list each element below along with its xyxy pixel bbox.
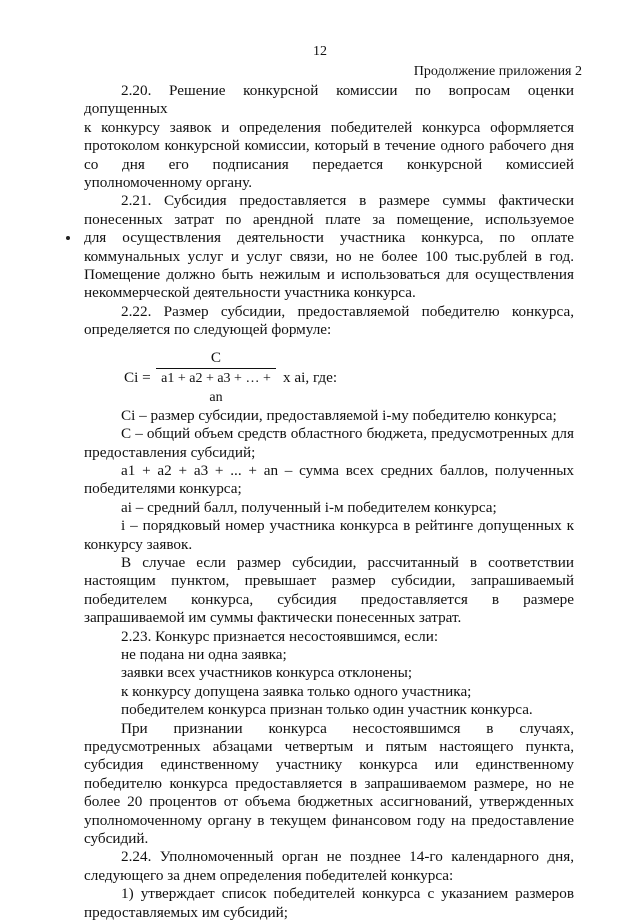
- definition-ai: ai – средний балл, полученный i-м победителем конкурса;: [121, 498, 497, 516]
- s222-line: 2.22. Размер субсидии, предоставляемой победителю конкурса,: [121, 302, 574, 320]
- margin-mark: [66, 236, 70, 240]
- s220-line: протоколом конкурсной комиссии, который в течение одного рабочего дня: [84, 137, 574, 155]
- s221-line: коммунальных услуг и услуг связи, но не более 100 тыс.рублей в год.: [84, 247, 574, 265]
- s223-item: не подана ни одна заявка;: [121, 645, 287, 663]
- s223-item: заявки всех участников конкурса отклонены;: [121, 664, 413, 682]
- definition-sum: a1 + a2 + a3 + ... + an – сумма всех средних баллов, полученных победителями конкурса;: [84, 461, 574, 498]
- formula-fraction: [156, 349, 276, 407]
- s221-line: для осуществления деятельности участника конкурса, по оплате: [84, 229, 574, 247]
- s223-intro: 2.23. Конкурс признается несостоявшимся, если:: [121, 627, 439, 645]
- s220-line: к конкурсу заявок и определения победителей конкурса оформляется: [84, 118, 574, 136]
- document-body: [84, 82, 574, 922]
- s221-line: Помещение должно быть нежилым и использоваться для осуществления: [84, 266, 574, 284]
- s223-after: При признании конкурса несостоявшимся в случаях, предусмотренных абзацами четвертым и пятым настоящего пункта, субсидия единственному участнику конкурса или единственному победителю конкурса предоставляется в запрашиваемом размере, но не более 20 процентов от объема бюджетных ассигнований, утвержденных уполномоченному органу в текущем финансовом году на предоставление субсидий.: [84, 719, 574, 848]
- s221-line: понесенных затрат по арендной плате за помещение, используемое: [84, 210, 574, 228]
- formula-numerator: C: [156, 349, 276, 369]
- page-number: 12: [313, 44, 327, 59]
- formula-tail: x ai, где:: [283, 368, 338, 386]
- s221-line: некоммерческой деятельности участника конкурса.: [84, 284, 416, 302]
- s220-line: 2.20. Решение конкурсной комиссии по вопросам оценки допущенных: [84, 82, 574, 118]
- s220-line: со дня его подписания передается конкурсной комиссией: [84, 155, 574, 173]
- continuation-note: Продолжение приложения 2: [413, 64, 582, 79]
- subsidy-formula: [84, 349, 574, 407]
- definition-c: C – общий объем средств областного бюджета, предусмотренных для предоставления субсидий;: [84, 425, 574, 461]
- s222-line: определяется по следующей формуле:: [84, 321, 332, 339]
- s224-intro: 2.24. Уполномоченный орган не позднее 14-го календарного дня, следующего за днем определения победителей конкурса:: [84, 848, 574, 884]
- s220-line: уполномоченному органу.: [84, 174, 253, 192]
- s224-item: 1) утверждает список победителей конкурса с указанием размеров предоставляемых им субсидий;: [84, 885, 574, 921]
- s223-item: победителем конкурса признан только один участник конкурса.: [121, 701, 533, 719]
- definition-i: i – порядковый номер участника конкурса в рейтинге допущенных к конкурсу заявок.: [84, 517, 574, 553]
- s223-item: к конкурсу допущена заявка только одного участника;: [121, 682, 472, 700]
- excess-paragraph: В случае если размер субсидии, рассчитанный в соответствии настоящим пунктом, превышает размер субсидии, запрашиваемый победителем конкурса, субсидия предоставляется в размере запрашиваемой им суммы фактически понесенных затрат.: [84, 553, 574, 627]
- formula-lhs: Ci =: [124, 368, 151, 386]
- formula-denominator: a1 + a2 + a3 + … + an: [161, 371, 271, 405]
- s221-line: 2.21. Субсидия предоставляется в размере суммы фактически: [121, 192, 574, 210]
- definition-ci: Ci – размер субсидии, предоставляемой i-му победителю конкурса;: [121, 406, 557, 424]
